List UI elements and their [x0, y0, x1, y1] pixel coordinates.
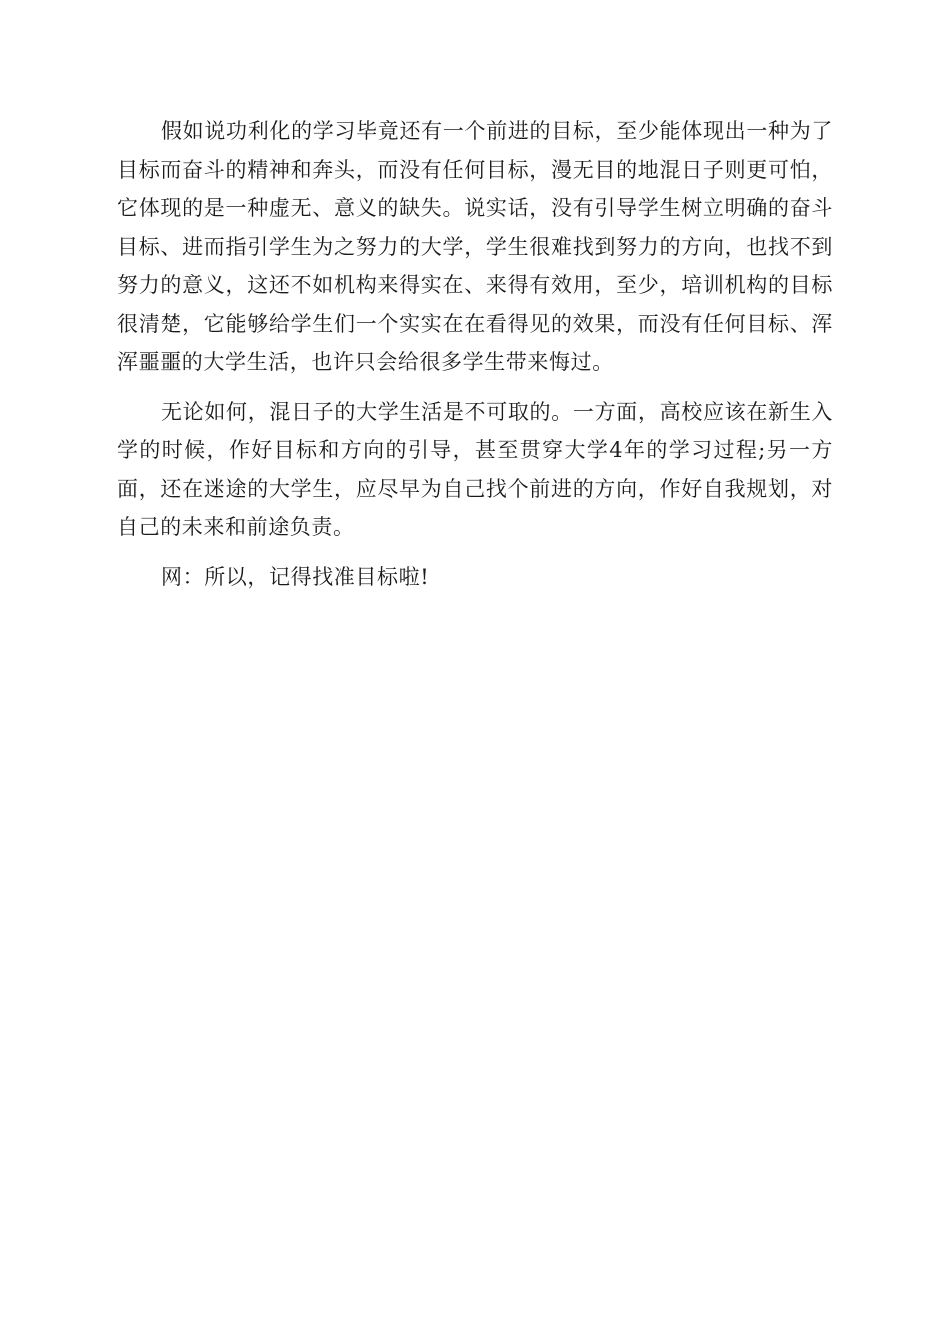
paragraph-1: 假如说功利化的学习毕竟还有一个前进的目标，至少能体现出一种为了目标而奋斗的精神和奔头，而没有任何目标，漫无目的地混日子则更可怕，它体现的是一种虚无、意义的缺失。说实话，没有引导学生树立明确的奋斗目标、进而指引学生为之努力的大学，学生很难找到努力的方向，也找不到努力的意义，这还不如机构来得实在、来得有效用，至少，培训机构的目标很清楚，它能够给学生们一个实实在在看得见的效果，而没有任何目标、浑浑噩噩的大学生活，也许只会给很多学生带来悔过。 [117, 119, 833, 374]
document-body [117, 112, 833, 607]
paragraph-2: 无论如何，混日子的大学生活是不可取的。一方面，高校应该在新生入学的时候，作好目标和方向的引导，甚至贯穿大学4年的学习过程;另一方面，还在迷途的大学生，应尽早为自己找个前进的方向，作好自我规划，对自己的未来和前途负责。 [117, 399, 833, 539]
paragraph-3: 网：所以，记得找准目标啦! [161, 564, 430, 589]
